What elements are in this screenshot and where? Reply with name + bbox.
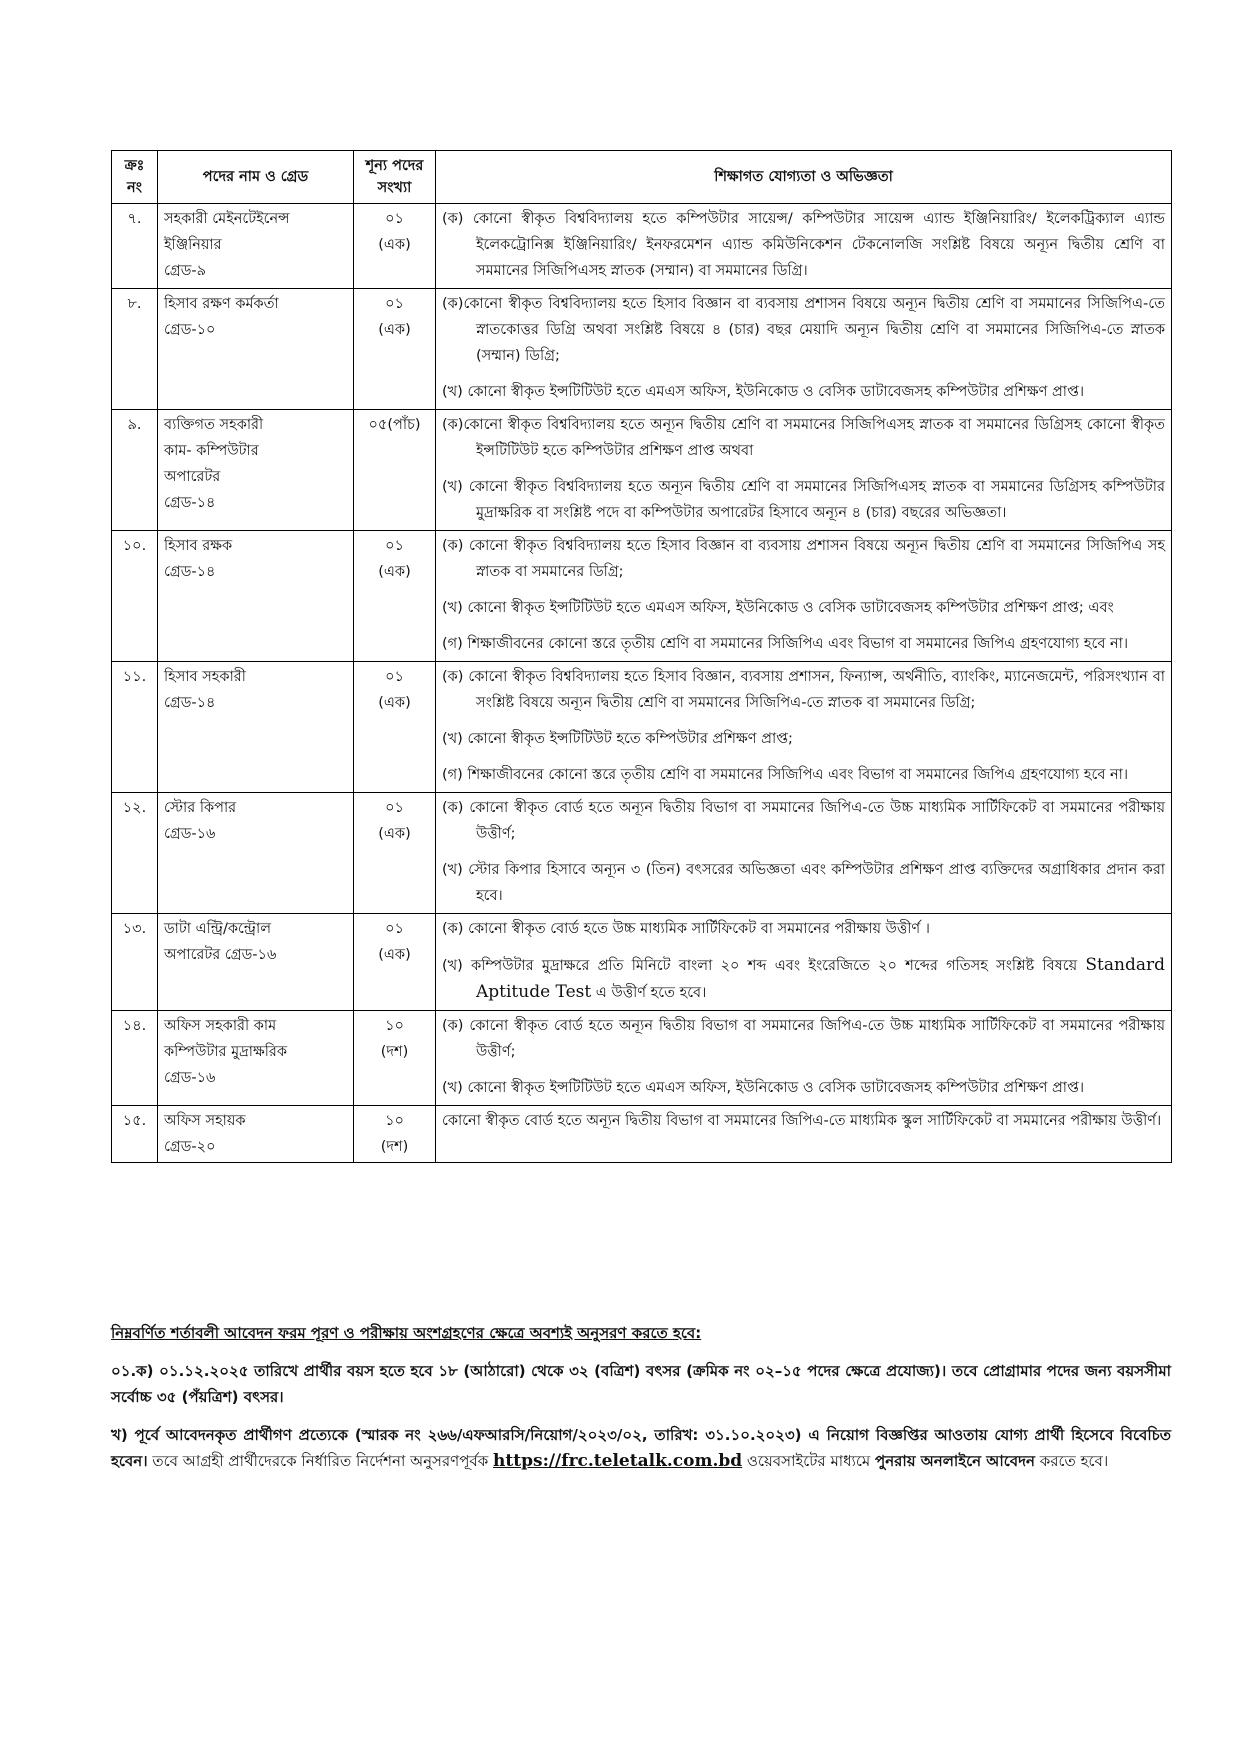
row-vacancy-count [354, 1106, 436, 1163]
qualification-item [442, 952, 1165, 1006]
post-name-line: গ্রেড-১৪ [164, 695, 216, 711]
post-name-line: গ্রেড-২০ [164, 1139, 216, 1155]
table-row [112, 289, 1172, 410]
qualification-item: (ক) কোনো স্বীকৃত বোর্ড হতে অন্যূন দ্বিতীয় বিভাগ বা সমমানের জিপিএ-তে উচ্চ মাধ্যমিক সার্টিফিকেট বা সমমানের পরীক্ষায় উত্তীর্ণ; [442, 800, 1165, 842]
row-post-name [158, 410, 354, 531]
qualification-item: (খ) স্টোর কিপার হিসাবে অন্যূন ৩ (তিন) বৎসরের অভিজ্ঞতা এবং কম্পিউটার প্রশিক্ষণ প্রাপ্ত ব্যক্তিদের অগ্রাধিকার প্রদান করা হবে। [442, 862, 1165, 904]
post-name-line: গ্রেড-১৬ [164, 826, 216, 842]
post-name-line: গ্রেড-১৬ [164, 1070, 216, 1086]
vacancy-count-line: (এক) [378, 564, 411, 580]
vacancy-count-line: (এক) [378, 947, 411, 963]
vacancy-count-line: ০১ [385, 211, 404, 227]
row-qualification [436, 1011, 1172, 1106]
row-post-name [158, 204, 354, 289]
qualification-item: (খ) কোনো স্বীকৃত ইন্সটিটিউট হতে কম্পিউটার প্রশিক্ষণ প্রাপ্ত; [442, 731, 793, 747]
post-name-line: অফিস সহকারী কাম [164, 1018, 277, 1034]
row-serial: ১০. [112, 531, 158, 662]
vacancy-count-line: (এক) [378, 826, 411, 842]
row-post-name [158, 914, 354, 1011]
qualification-item: (ক) কোনো স্বীকৃত বোর্ড হতে উচ্চ মাধ্যমিক সার্টিফিকেট বা সমমানের পরীক্ষায় উত্তীর্ণ । [442, 921, 930, 937]
post-name-line: কম্পিউটার মুদ্রাক্ষরিক [164, 1044, 287, 1060]
vacancy-count-line: ০১ [385, 669, 404, 685]
row-qualification [436, 410, 1172, 531]
post-name-line: গ্রেড-১০ [164, 322, 216, 338]
header-vacancies: শূন্য পদের সংখ্যা [354, 151, 436, 204]
post-name-line: হিসাব সহকারী [164, 669, 246, 685]
row-qualification [436, 531, 1172, 662]
qualification-item: (খ) কোনো স্বীকৃত ইন্সটিটিউট হতে এমএস অফিস, ইউনিকোড ও বেসিক ডাটাবেজসহ কম্পিউটার প্রশিক্ষণ প্রাপ্ত। [442, 1080, 1085, 1096]
post-name-line: কাম- কম্পিউটার [164, 443, 259, 459]
vacancy-count-line: (এক) [378, 237, 411, 253]
row-vacancy-count [354, 793, 436, 914]
vacancy-count-line: (দশ) [380, 1044, 409, 1060]
vacancy-count-line: ০১ [385, 800, 404, 816]
table-row [112, 531, 1172, 662]
vacancy-count-line: ০১ [385, 538, 404, 554]
post-name-line: সহকারী মেইনটেইনেন্স [164, 211, 290, 227]
row-serial: ১৩. [112, 914, 158, 1011]
post-name-line: স্টোর কিপার [164, 800, 237, 816]
row-serial: ১৪. [112, 1011, 158, 1106]
post-name-line: অফিস সহায়ক [164, 1113, 246, 1129]
qualification-item: কোনো স্বীকৃত বোর্ড হতে অন্যূন দ্বিতীয় বিভাগ বা সমমানের জিপিএ-তে মাধ্যমিক স্কুল সার্টিফিকেট বা সমমানের পরীক্ষায় উত্তীর্ণ। [442, 1113, 1162, 1129]
table-row [112, 793, 1172, 914]
qualification-item: (খ) কোনো স্বীকৃত ইন্সটিটিউট হতে এমএস অফিস, ইউনিকোড ও বেসিক ডাটাবেজসহ কম্পিউটার প্রশিক্ষণ প্রাপ্ত। [442, 384, 1085, 400]
aptitude-test-name: Standard Aptitude Test [476, 955, 1165, 1002]
qualification-text: এ উত্তীর্ণ হতে হবে। [591, 985, 707, 1001]
row-vacancy-count [354, 914, 436, 1011]
vacancy-count-line: (এক) [378, 695, 411, 711]
post-name-line: হিসাব রক্ষণ কর্মকর্তা [164, 296, 279, 312]
table-row [112, 1106, 1172, 1163]
application-website-link[interactable]: https://frc.teletalk.com.bd [493, 1451, 743, 1471]
vacancy-count-line: (এক) [378, 322, 411, 338]
row-post-name [158, 289, 354, 410]
post-name-line: গ্রেড-১৪ [164, 564, 216, 580]
condition-previous-applicants [111, 1422, 1171, 1474]
condition-text: ওয়েবসাইটের মাধ্যমে [742, 1452, 876, 1470]
row-serial: ১২. [112, 793, 158, 914]
qualification-text: (খ) কম্পিউটার মুদ্রাক্ষরে প্রতি মিনিটে বাংলা ২০ শব্দ এবং ইংরেজিতে ২০ শব্দের গতিসহ সংশ্লিষ্ট বিষয়ে [442, 958, 1086, 974]
vacancy-count-line: (দশ) [380, 1139, 409, 1155]
post-name-line: অপারেটর গ্রেড-১৬ [164, 947, 277, 963]
table-row [112, 1011, 1172, 1106]
row-post-name [158, 793, 354, 914]
condition-previous-applicants-bold: খ) পূর্বে আবেদনকৃত প্রার্থীগণ প্রত্যেকে (স্মারক নং ২৬৬/এফআরসি/নিয়োগ/২০২৩/০২, তারিখ: ৩১.১০.২০২৩) এ নিয়োগ বিজ্ঞপ্তির আওতায় যোগ্য প্রার্থী হিসেবে বিবেচিত হবেন। [111, 1426, 1171, 1470]
post-name-line: হিসাব রক্ষক [164, 538, 233, 554]
vacancy-table [111, 150, 1172, 1163]
table-row [112, 410, 1172, 531]
header-serial: ক্রঃ নং [112, 151, 158, 204]
qualification-item: (খ) কোনো স্বীকৃত ইন্সটিটিউট হতে এমএস অফিস, ইউনিকোড ও বেসিক ডাটাবেজসহ কম্পিউটার প্রশিক্ষণ প্রাপ্ত; এবং [442, 600, 1114, 616]
row-qualification [436, 914, 1172, 1011]
row-qualification [436, 289, 1172, 410]
condition-text: করতে হবে। [1035, 1452, 1109, 1470]
row-vacancy-count [354, 289, 436, 410]
vacancy-count-line: ১০ [385, 1113, 404, 1129]
qualification-item: (ক) কোনো স্বীকৃত বিশ্ববিদ্যালয় হতে হিসাব বিজ্ঞান বা ব্যবসায় প্রশাসন বিষয়ে অন্যূন দ্বিতীয় শ্রেণি বা সমমানের সিজিপিএ সহ স্নাতক বা সমমানের ডিগ্রি; [442, 538, 1165, 580]
conditions-section [111, 1320, 1171, 1486]
qualification-item: (ক)কোনো স্বীকৃত বিশ্ববিদ্যালয় হতে অন্যূন দ্বিতীয় শ্রেণি বা সমমানের সিজিপিএসহ স্নাতক বা সমমানের ডিগ্রিসহ কোনো স্বীকৃত ইন্সটিটিউট হতে কম্পিউটার প্রশিক্ষণ প্রাপ্ত অথবা [442, 417, 1165, 459]
vacancy-count-line: ১০ [385, 1018, 404, 1034]
qualification-item: (খ) কোনো স্বীকৃত বিশ্ববিদ্যালয় হতে অন্যূন দ্বিতীয় শ্রেণি বা সমমানের সিজিপিএসহ স্নাতক বা সমমানের ডিগ্রিসহ কম্পিউটার মুদ্রাক্ষরিক বা সংশ্লিষ্ট পদে বা কম্পিউটার অপারেটর হিসাবে অন্যূন ৪ (চার) বছরের অভিজ্ঞতা। [442, 479, 1165, 521]
table-row [112, 914, 1172, 1011]
row-qualification [436, 662, 1172, 793]
row-serial: ৭. [112, 204, 158, 289]
row-qualification [436, 1106, 1172, 1163]
row-serial: ৯. [112, 410, 158, 531]
post-name-line: গ্রেড-৯ [164, 263, 207, 279]
condition-age-limit: ০১.ক) ০১.১২.২০২৫ তারিখে প্রার্থীর বয়স হতে হবে ১৮ (আঠারো) থেকে ৩২ (বত্রিশ) বৎসর (ক্রমিক নং ০২–১৫ পদের ক্ষেত্রে প্রযোজ্য)। তবে প্রোগ্রামার পদের জন্য বয়সসীমা সর্বোচ্চ ৩৫ (পঁয়ত্রিশ) বৎসর। [111, 1362, 1171, 1406]
post-name-line: ইঞ্জিনিয়ার [164, 237, 222, 253]
row-qualification [436, 204, 1172, 289]
table-header-row [112, 151, 1172, 204]
row-qualification [436, 793, 1172, 914]
post-name-line: অপারেটর [164, 469, 221, 485]
row-vacancy-count [354, 1011, 436, 1106]
row-post-name [158, 662, 354, 793]
row-serial: ৮. [112, 289, 158, 410]
row-post-name [158, 1011, 354, 1106]
row-post-name [158, 531, 354, 662]
row-post-name [158, 1106, 354, 1163]
table-row [112, 204, 1172, 289]
post-name-line: গ্রেড-১৪ [164, 495, 216, 511]
header-qualification: শিক্ষাগত যোগ্যতা ও অভিজ্ঞতা [436, 151, 1172, 204]
row-serial: ১৫. [112, 1106, 158, 1163]
qualification-item: (ক)কোনো স্বীকৃত বিশ্ববিদ্যালয় হতে হিসাব বিজ্ঞান বা ব্যবসায় প্রশাসন বিষয়ে অন্যূন দ্বিতীয় শ্রেণি বা সমমানের সিজিপিএ-তে স্নাতকোত্তর ডিগ্রি অথবা সংশ্লিষ্ট বিষয়ে ৪ (চার) বছর মেয়াদি অন্যূন দ্বিতীয় শ্রেণি বা সমমানের সিজিপিএ-তে স্নাতক (সম্মান) ডিগ্রি; [442, 296, 1165, 364]
header-post: পদের নাম ও গ্রেড [158, 151, 354, 204]
qualification-item: (গ) শিক্ষাজীবনের কোনো স্তরে তৃতীয় শ্রেণি বা সমমানের সিজিপিএ এবং বিভাগ বা সমমানের জিপিএ গ্রহণযোগ্য হবে না। [442, 636, 1129, 652]
conditions-heading: নিম্নবর্ণিত শর্তাবলী আবেদন ফরম পূরণ ও পরীক্ষায় অংশগ্রহণের ক্ষেত্রে অবশ্যই অনুসরণ করতে হবে: [111, 1324, 702, 1342]
vacancy-count-line: ০১ [385, 921, 404, 937]
row-vacancy-count [354, 204, 436, 289]
qualification-item: (ক) কোনো স্বীকৃত বিশ্ববিদ্যালয় হতে হিসাব বিজ্ঞান, ব্যবসায় প্রশাসন, ফিন্যান্স, অর্থনীতি, ব্যাংকিং, ম্যানেজমেন্ট, পরিসংখ্যান বা সংশ্লিষ্ট বিষয়ে অন্যূন দ্বিতীয় শ্রেণি বা সমমানের সিজিপিএ-তে স্নাতক বা সমমানের ডিগ্রি; [442, 669, 1165, 711]
post-name-line: ব্যক্তিগত সহকারী [164, 417, 264, 433]
condition-text: তবে আগ্রহী প্রার্থীদেরকে নির্ধারিত নির্দেশনা অনুসরণপূর্বক [147, 1452, 494, 1470]
row-vacancy-count [354, 410, 436, 531]
qualification-item: (গ) শিক্ষাজীবনের কোনো স্তরে তৃতীয় শ্রেণি বা সমমানের সিজিপিএ এবং বিভাগ বা সমমানের জিপিএ গ্রহণযোগ্য হবে না। [442, 767, 1129, 783]
table-row [112, 662, 1172, 793]
qualification-item: (ক) কোনো স্বীকৃত বোর্ড হতে অন্যূন দ্বিতীয় বিভাগ বা সমমানের জিপিএ-তে উচ্চ মাধ্যমিক সার্টিফিকেট বা সমমানের পরীক্ষায় উত্তীর্ণ; [442, 1018, 1165, 1060]
row-serial: ১১. [112, 662, 158, 793]
table-body [112, 204, 1172, 1163]
row-vacancy-count [354, 662, 436, 793]
post-name-line: ডাটা এন্ট্রি/কন্ট্রোল [164, 921, 271, 937]
vacancy-count-line: ০৫(পাঁচ) [368, 417, 421, 433]
row-vacancy-count [354, 531, 436, 662]
condition-reapply-online: পুনরায় অনলাইনে আবেদন [875, 1452, 1035, 1470]
qualification-item: (ক) কোনো স্বীকৃত বিশ্ববিদ্যালয় হতে কম্পিউটার সায়েন্স/ কম্পিউটার সায়েন্স এ্যান্ড ইঞ্জিনিয়ারিং/ ইলেকট্রিক্যাল এ্যান্ড ইলেকট্রোনিক্স ইঞ্জিনিয়ারিং/ ইনফরমেশন এ্যান্ড কমিউনিকেশন টেকনোলজি সংশ্লিষ্ট বিষয়ে অন্যূন দ্বিতীয় শ্রেণি বা সমমানের সিজিপিএসহ স্নাতক (সম্মান) বা সমমানের ডিগ্রি। [442, 211, 1165, 279]
vacancy-count-line: ০১ [385, 296, 404, 312]
